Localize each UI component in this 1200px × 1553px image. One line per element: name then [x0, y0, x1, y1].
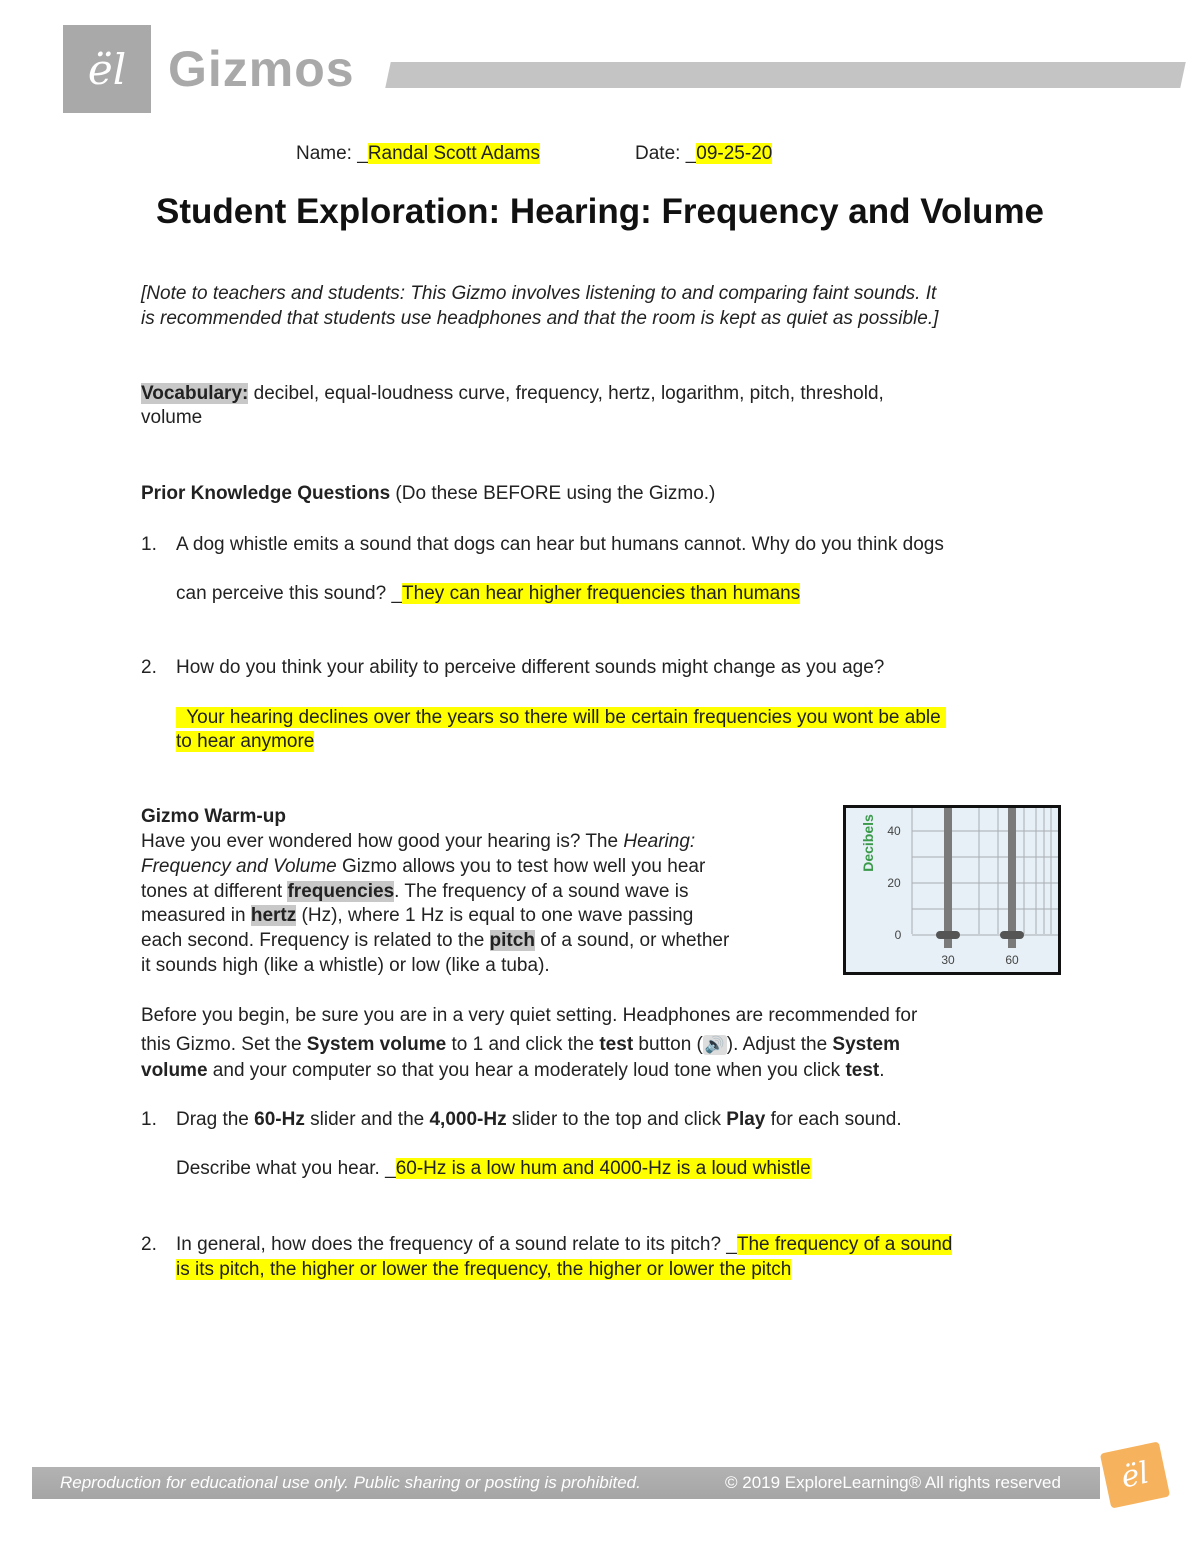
name-line	[296, 143, 540, 165]
note-line-2: is recommended that students use headphones and that the room is kept as quiet as possible.]	[141, 308, 939, 329]
date-line	[635, 143, 772, 165]
answer-text	[176, 707, 946, 729]
answer-line-2: to hear anymore	[176, 731, 315, 752]
answer-line-2	[176, 1259, 791, 1281]
date-value: 09-25-20	[696, 143, 773, 164]
answer-line	[176, 583, 800, 605]
warmup-line	[141, 930, 729, 952]
date-prefix: _	[685, 143, 697, 164]
question-number: 1.	[141, 534, 157, 555]
answer-text: is its pitch, the higher or lower the frequency, the higher or lower the pitch	[176, 1259, 792, 1280]
footer-bar	[32, 1467, 1100, 1499]
term: 60-Hz	[254, 1109, 305, 1130]
name-prefix: _	[357, 143, 368, 164]
gizmo-screenshot	[843, 805, 1061, 975]
y-axis-label: Decibels	[860, 814, 876, 872]
x-tick: 60	[1005, 953, 1019, 967]
footer-copyright: © 2019 ExploreLearning® All rights reserved	[725, 1473, 1061, 1492]
warmup-line	[141, 856, 705, 878]
term: test	[599, 1034, 634, 1055]
text: ). Adjust the	[726, 1034, 833, 1055]
warmup-heading-text: Gizmo Warm-up	[141, 806, 286, 827]
warmup-line	[141, 881, 688, 903]
answer-text: They can hear higher frequencies than humans	[402, 583, 801, 604]
text: button (	[633, 1034, 703, 1055]
y-tick: 40	[887, 824, 901, 838]
prior-subheading: (Do these BEFORE using the Gizmo.)	[390, 483, 716, 504]
text: Frequency and Volume	[141, 856, 337, 877]
vocabulary-line-2: volume	[141, 407, 203, 428]
prior-heading: Prior Knowledge Questions	[141, 483, 391, 504]
explorelearning-logo	[63, 25, 151, 113]
answer-line	[176, 1158, 811, 1180]
instructions-line	[141, 1034, 900, 1056]
text: each second. Frequency is related to the	[141, 930, 490, 951]
decibel-slider-graph	[846, 808, 1058, 972]
question-number: 1.	[141, 1109, 157, 1130]
note-line-1: [Note to teachers and students: This Gizmo involves listening to and comparing faint sounds. It	[141, 283, 937, 304]
answer-text: 60-Hz is a low hum and 4000-Hz is a loud whistle	[395, 1158, 811, 1179]
term: frequencies	[287, 881, 395, 902]
question-text: A dog whistle emits a sound that dogs can hear but humans cannot. Why do you think dogs	[176, 534, 944, 555]
prior-knowledge-heading	[141, 483, 715, 505]
text: to 1 and click the	[446, 1034, 600, 1055]
text: slider to the top and click	[506, 1109, 727, 1130]
header-bar	[385, 62, 1186, 88]
question-text	[176, 1109, 902, 1131]
text: slider and the	[304, 1109, 430, 1130]
term: System volume	[306, 1034, 447, 1055]
question-text: can perceive this sound? _	[176, 583, 403, 604]
text: In general, how does the frequency of a sound relate to its pitch? _	[176, 1234, 737, 1255]
term: System	[832, 1034, 901, 1055]
y-tick: 20	[887, 876, 901, 890]
instructions-line	[141, 1060, 885, 1082]
text: measured in	[141, 905, 251, 926]
text: for each sound.	[765, 1109, 902, 1130]
question-text	[176, 1234, 952, 1256]
term: pitch	[489, 930, 535, 951]
text: Hearing:	[623, 831, 696, 852]
text: of a sound, or whether	[534, 930, 730, 951]
text: Describe what you hear. _	[176, 1158, 396, 1179]
text: Gizmo allows you to test how well you hear	[336, 856, 706, 877]
warmup-line	[141, 905, 693, 927]
term: test	[845, 1060, 880, 1081]
name-label: Name:	[296, 143, 352, 164]
text: tones at different	[141, 881, 288, 902]
question-number: 2.	[141, 1234, 157, 1255]
text: (Hz), where 1 Hz is equal to one wave passing	[296, 905, 694, 926]
name-value: Randal Scott Adams	[367, 143, 540, 164]
footer-logo	[1100, 1441, 1170, 1508]
warmup-line	[141, 831, 695, 853]
warmup-line: it sounds high (like a whistle) or low (like a tuba).	[141, 955, 550, 976]
term: 4,000-Hz	[429, 1109, 507, 1130]
term: Play	[726, 1109, 766, 1130]
answer-line-1: Your hearing declines over the years so there will be certain frequencies you wont be able	[176, 707, 946, 728]
question-text: How do you think your ability to perceive different sounds might change as you age?	[176, 657, 885, 678]
vocabulary-line	[141, 383, 884, 405]
page-title: Student Exploration: Hearing: Frequency and Volume	[155, 192, 1045, 231]
answer-text: The frequency of a sound	[736, 1234, 953, 1255]
y-tick: 0	[894, 928, 902, 942]
speaker-icon: 🔊	[704, 1037, 725, 1054]
x-tick: 30	[941, 953, 955, 967]
question-number: 2.	[141, 657, 157, 678]
footer-notice: Reproduction for educational use only. Public sharing or posting is prohibited.	[60, 1473, 641, 1492]
logo-text: ël	[87, 44, 127, 94]
term: hertz	[250, 905, 297, 926]
instructions-line: Before you begin, be sure you are in a very quiet setting. Headphones are recommended for	[141, 1005, 918, 1026]
vocabulary-label: Vocabulary:	[141, 383, 249, 404]
text: and your computer so that you hear a moderately loud tone when you click	[207, 1060, 846, 1081]
footer-logo-text: ël	[1117, 1455, 1153, 1495]
text: . The frequency of a sound wave is	[394, 881, 689, 902]
warmup-heading	[141, 806, 286, 828]
text: Have you ever wondered how good your hearing is? The	[141, 831, 624, 852]
vocabulary-terms: decibel, equal-loudness curve, frequency, hertz, logarithm, pitch, threshold,	[248, 383, 884, 404]
text: Drag the	[176, 1109, 255, 1130]
date-label: Date:	[635, 143, 681, 164]
term: volume	[141, 1060, 208, 1081]
text: this Gizmo. Set the	[141, 1034, 307, 1055]
answer-text-2	[176, 731, 314, 753]
brand-name: Gizmos	[168, 41, 355, 97]
text: .	[879, 1060, 885, 1081]
